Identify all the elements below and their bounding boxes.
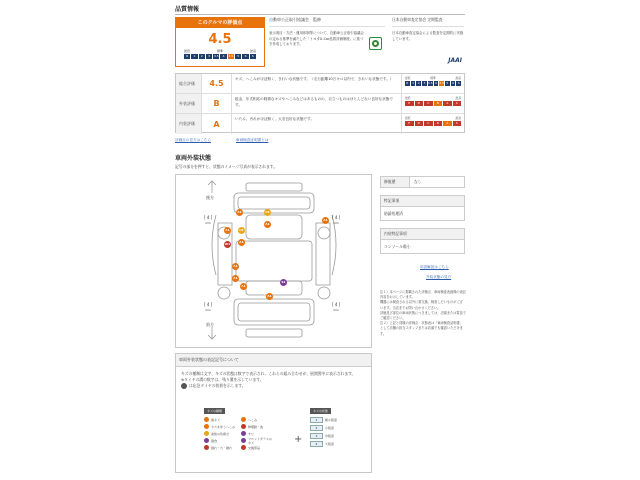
link-glossary[interactable]: 用語解説はこちら bbox=[420, 265, 449, 269]
scale-cell: 1 bbox=[191, 54, 198, 59]
damage-mark[interactable]: U1 bbox=[265, 210, 270, 214]
org-kouseitorihiki bbox=[269, 17, 385, 67]
legend-box bbox=[175, 353, 372, 473]
org1-text: 表示項目・方法・運用体制等について、自動車公正取引協議会の定める基準を満たした「トヨタU-Car品質評価制度」に基づき作成しております。 bbox=[269, 31, 364, 47]
scale-cell: D bbox=[415, 121, 425, 126]
tire-depth-front-left[interactable]: [ 4 ] mm bbox=[204, 302, 213, 312]
legend-spare-note: は応急タイヤの装着を示します。 bbox=[189, 383, 246, 388]
scale-cell: 4.5 bbox=[439, 81, 444, 85]
exterior-subtitle: 記号の部分を押すと、状態のイメージ写真が表示されます。 bbox=[175, 164, 278, 169]
org-jaai bbox=[392, 17, 464, 67]
exterior-section-title: 車両外装状態 bbox=[175, 155, 212, 162]
scale-cell: 4.5 bbox=[228, 54, 234, 58]
interior-notes-block bbox=[380, 228, 465, 254]
scale-cell: B bbox=[434, 101, 444, 106]
rating-grade: 4.5 bbox=[202, 74, 232, 93]
scale-cell: R bbox=[184, 54, 191, 59]
legend-state-item: 3 中程度 bbox=[310, 432, 360, 440]
footnotes bbox=[380, 290, 466, 337]
scale-cell: A bbox=[443, 101, 453, 106]
org2-title: 日本自動車査定協会 定期監査 bbox=[392, 17, 464, 27]
legend-type-dot-icon bbox=[204, 424, 209, 429]
legend-type-dot-icon bbox=[241, 424, 246, 429]
ratings-table bbox=[175, 73, 465, 133]
legend-type-item: 修理跡・波 bbox=[241, 423, 274, 430]
footnote-3: 評価及び部位の車両状態につきましては、店頭または電話でご確認ください。 bbox=[380, 310, 466, 321]
scale-cell: 3 bbox=[422, 81, 428, 86]
quality-section-title: 品質情報 bbox=[175, 6, 200, 13]
scale-cell: 2 bbox=[416, 81, 422, 86]
legend-state-item: 2 小程度 bbox=[310, 424, 360, 432]
rating-mini-scale: 最低 最高 E D C B A S bbox=[405, 96, 461, 105]
scale-cell: 4 bbox=[220, 54, 227, 59]
scale-cell: 3 bbox=[206, 54, 213, 59]
scale-cell: B bbox=[434, 121, 444, 126]
special-notes-block bbox=[380, 195, 465, 221]
scale-cell: S bbox=[453, 121, 462, 126]
jaai-logo: JAAI bbox=[448, 57, 462, 64]
damage-mark[interactable]: A1 bbox=[323, 218, 328, 222]
legend-type-dot-icon bbox=[241, 417, 246, 422]
scale-cell: S bbox=[453, 101, 462, 106]
interior-notes-head: 内装特記事項 bbox=[380, 228, 465, 240]
footnote-4: 注２）上記と同様の評価点・状態表は「車両検査証明書」として店舗の担当スタッフまたは店頭でも確認いただけます。 bbox=[380, 321, 463, 336]
damage-mark[interactable]: W1 bbox=[224, 242, 231, 246]
damage-mark[interactable]: A1 bbox=[233, 264, 238, 268]
scale-cell: C bbox=[424, 121, 434, 126]
legend-type-item: へこみ bbox=[241, 416, 274, 423]
legend-state-title: キズの状態 bbox=[310, 408, 331, 414]
rating-description: キズ、へこみがほぼ無く、きれいな状態です。（走行距離10万キロ以内で、きれいな状態です。） bbox=[232, 74, 402, 93]
rating-row bbox=[176, 74, 464, 94]
scale-cell: 3.5 bbox=[213, 54, 219, 58]
spare-tire-icon bbox=[181, 383, 187, 389]
scale-cell: 4 bbox=[434, 81, 440, 86]
legend-type-dot-icon bbox=[241, 431, 246, 436]
legend-plus: + bbox=[294, 434, 303, 445]
scale-cell: D bbox=[415, 101, 425, 106]
damage-mark[interactable]: A1 bbox=[237, 210, 242, 214]
rating-label: 内装評価 bbox=[176, 114, 202, 134]
org1-logo-icon bbox=[369, 37, 382, 50]
legend-type-item: キズを伴うへこみ bbox=[204, 423, 237, 430]
legend-type-dot-icon bbox=[241, 438, 246, 443]
rating-scale-bar bbox=[405, 121, 461, 126]
damage-mark[interactable]: A1 bbox=[267, 294, 272, 298]
scale-cell: 2 bbox=[199, 54, 206, 59]
special-notes-head: 特記事項 bbox=[380, 195, 465, 207]
score-card-scale bbox=[184, 54, 256, 59]
legend-type-item: 線キズ bbox=[204, 416, 237, 423]
scale-cell: R bbox=[405, 81, 411, 86]
legend-type-item: 腐食 bbox=[204, 437, 237, 444]
rating-label: 外装評価 bbox=[176, 94, 202, 113]
front-label: 前方 bbox=[206, 322, 214, 327]
repair-history-label: 修復歴 bbox=[380, 176, 410, 188]
damage-mark[interactable]: A1 bbox=[239, 240, 244, 244]
score-card bbox=[175, 17, 265, 67]
link-inspection-cert[interactable]: 車両検査証明書とは bbox=[236, 138, 269, 142]
legend-text: キズの種類は文字、キズの状態は数字で表示され、これらの組み合わせが、展開図中に表示されます。 bbox=[181, 371, 356, 376]
scale-cell: S bbox=[250, 54, 256, 59]
score-card-header: このクルマの評価点 bbox=[176, 18, 264, 28]
rating-row bbox=[176, 114, 464, 134]
legend-type-dot-icon bbox=[204, 431, 209, 436]
rating-scale-bar bbox=[405, 101, 461, 106]
damage-mark[interactable]: A1 bbox=[241, 284, 246, 288]
legend-type-dot-icon bbox=[241, 445, 246, 450]
tire-depth-rear-right[interactable]: [ 4 ] mm bbox=[332, 215, 341, 225]
legend-type-dot-icon bbox=[204, 445, 209, 450]
link-exterior-guide[interactable]: 外装状態の見方 bbox=[426, 275, 452, 279]
footnote-1: 注１）本ページに掲載された評価点、車両検査表画像の表記内容をお示しています。 bbox=[380, 290, 466, 300]
scale-cell: 1 bbox=[411, 81, 417, 86]
scale-cell: 5 bbox=[445, 81, 451, 86]
rear-label: 後方 bbox=[206, 195, 214, 200]
rating-row bbox=[176, 94, 464, 114]
footnote-2: 機器には検査される以外に要交換、検査しだいものがございます。当店までお問い合わせください。 bbox=[380, 300, 463, 310]
damage-mark[interactable]: U1 bbox=[239, 228, 244, 232]
legend-type-item: 割れ・穴・破れ bbox=[204, 444, 237, 451]
damage-mark[interactable]: A1 bbox=[233, 276, 238, 280]
legend-types-title: キズの種類 bbox=[204, 408, 225, 414]
quality-title-divider bbox=[175, 14, 465, 15]
org1-title: 自動車公正取引協議会 監修 bbox=[269, 17, 385, 27]
legend-type-dot-icon bbox=[204, 417, 209, 422]
scale-cell: A bbox=[443, 121, 453, 126]
legend-type-item: サビ bbox=[241, 430, 274, 437]
score-card-scale-labels: 最低 標準 最高 bbox=[184, 49, 256, 53]
rating-grade: A bbox=[202, 114, 232, 134]
rating-scale-bar bbox=[405, 81, 461, 86]
rating-description: 板金、年式相応の軽微なキズやへこみなどはあるものの、目立つものはほとんどない良好な状態です。 bbox=[232, 94, 402, 113]
repair-history-row bbox=[380, 176, 465, 188]
damage-mark[interactable]: A1 bbox=[225, 228, 230, 232]
tire-depth-rear-left[interactable]: [ 4 ] mm bbox=[204, 215, 213, 225]
legend-type-item: 交換部品 bbox=[241, 444, 274, 451]
link-score-guide[interactable]: 評価点の見方はこちら bbox=[175, 138, 211, 142]
scale-cell: 5 bbox=[235, 54, 242, 59]
scale-cell: 6 bbox=[451, 81, 457, 86]
legend-types-grid bbox=[204, 416, 274, 451]
rating-mini-scale: 最低 標準 最高 R 1 2 3 3.5 4 4.5 5 6 S bbox=[405, 76, 461, 85]
interior-notes-body: コンソール傷小 bbox=[380, 240, 465, 254]
scale-cell: 3.5 bbox=[427, 81, 433, 85]
scale-cell: E bbox=[405, 121, 415, 126]
rating-grade: B bbox=[202, 94, 232, 113]
rating-description: いたみ、汚れがほぼ無く、大変良好な状態です。 bbox=[232, 114, 402, 134]
scale-cell: C bbox=[424, 101, 434, 106]
damage-mark[interactable]: A1 bbox=[265, 222, 270, 226]
legend-type-item: フロントガラスのキズ bbox=[241, 437, 274, 444]
scale-cell: 6 bbox=[242, 54, 249, 59]
org2-text: 日本自動車査定協会による監査を定期的に実施しています。 bbox=[392, 31, 464, 41]
legend-state-item: 4 大程度 bbox=[310, 440, 360, 448]
legend-title: 車両外装状態の表記記号について bbox=[176, 354, 371, 367]
legend-type-dot-icon bbox=[204, 438, 209, 443]
tire-depth-front-right[interactable]: [ 4 ] mm bbox=[332, 302, 341, 312]
rating-label: 総合評価 bbox=[176, 74, 202, 93]
special-notes-body: 防錆処理済 bbox=[380, 207, 465, 221]
repair-history-value: なし bbox=[410, 176, 465, 188]
scale-cell: S bbox=[457, 81, 460, 85]
scale-cell: E bbox=[405, 101, 415, 106]
car-diagram bbox=[175, 174, 372, 348]
score-card-value: 4.5 bbox=[208, 32, 232, 47]
legend-states-list bbox=[310, 416, 360, 448]
damage-mark[interactable]: S1 bbox=[281, 280, 286, 284]
legend-type-item: 塗装の色褪せ bbox=[204, 430, 237, 437]
legend-state-item: 1 極小程度 bbox=[310, 416, 360, 424]
rating-mini-scale: 最低 最高 E D C B A S bbox=[405, 116, 461, 125]
legend-tire-note: ※タイヤの溝の数字は、残り溝を示しています。 bbox=[181, 377, 264, 382]
